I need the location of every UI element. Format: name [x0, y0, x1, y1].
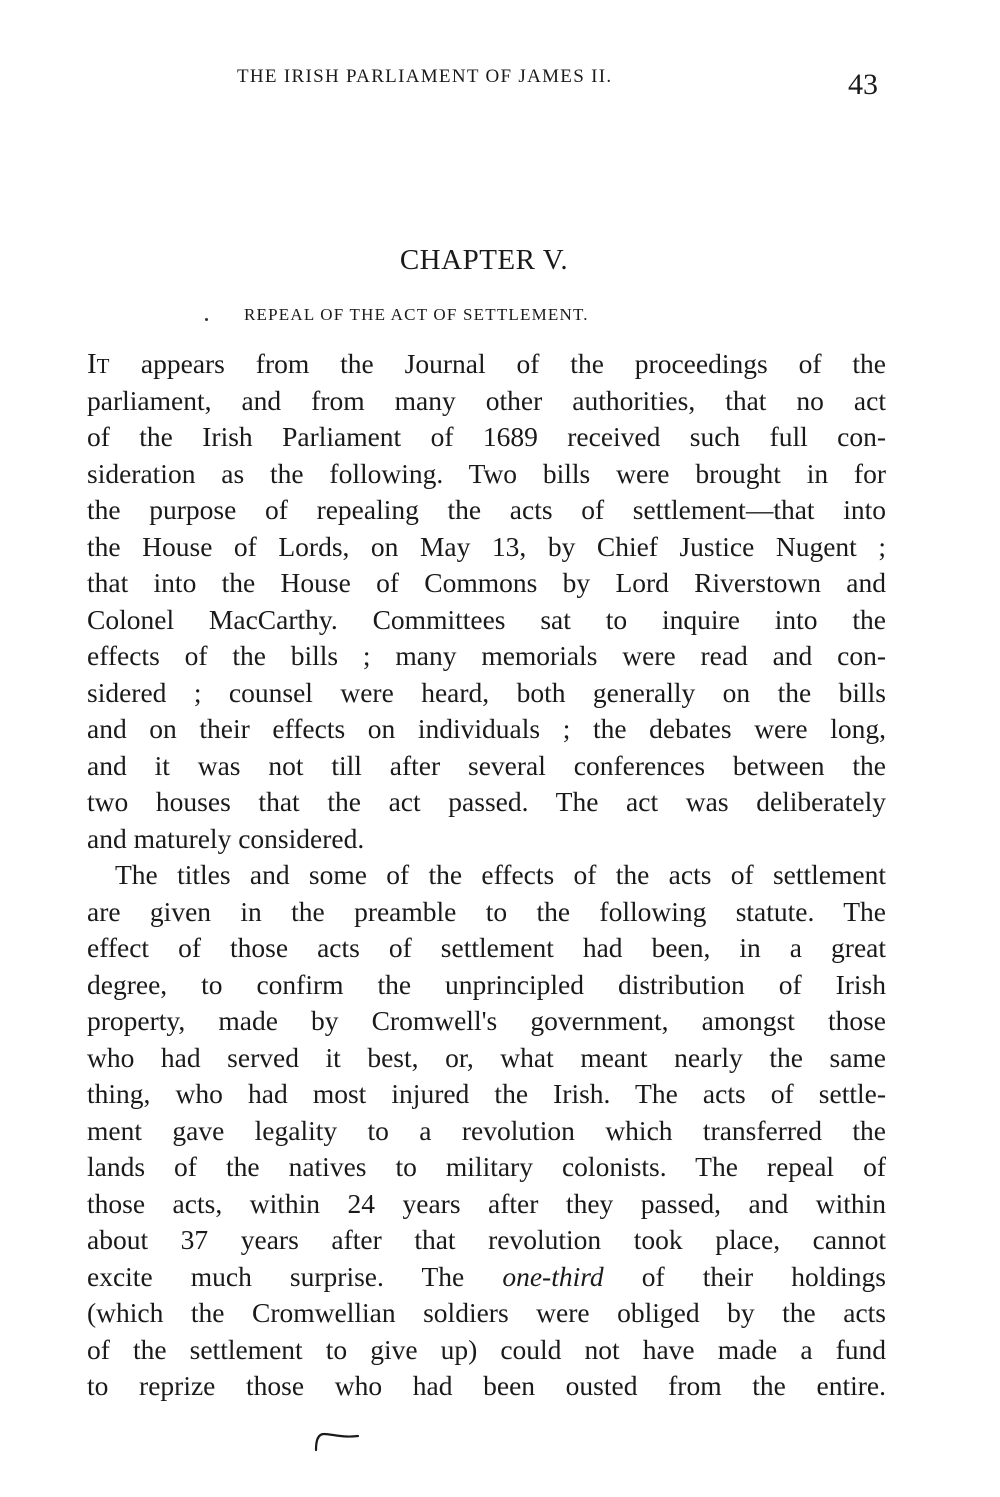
text-line: effects of the bills ; many memorials were read and con-: [87, 640, 886, 671]
text-line: sideration as the following. Two bills were brought in for: [87, 457, 886, 489]
text-line: about 37 years after that revolution took place, cannot: [87, 1224, 886, 1255]
text-line: and on their effects on individuals ; the debates were long,: [87, 713, 886, 744]
text-line: Colonel MacCarthy. Committees sat to inquire into the: [87, 603, 886, 635]
text-line: effect of those acts of settlement had been, in a great: [87, 932, 886, 963]
text-line: and it was not till after several conferences between the: [87, 749, 886, 781]
opening-smallcap: T: [96, 354, 110, 378]
text-line: The titles and some of the effects of the acts of settlement: [115, 859, 886, 890]
catchword-mark: [312, 1428, 362, 1452]
text-line: of the settlement to give up) could not have made a fund: [87, 1333, 886, 1365]
text-line: the House of Lords, on May 13, by Chief Justice Nugent ;: [87, 530, 886, 562]
text-line: sidered ; counsel were heard, both generally on the bills: [87, 676, 886, 708]
text-line: are given in the preamble to the following statute. The: [87, 895, 886, 927]
text-line: [87, 346, 886, 383]
text-line: the purpose of repealing the acts of settlement—that into: [87, 494, 886, 525]
paragraph-2: [87, 857, 886, 1405]
text-line: that into the House of Commons by Lord Riverstown and: [87, 567, 886, 598]
text-line: to reprize those who had been ousted from the entire.: [87, 1370, 886, 1401]
text-line: and maturely considered.: [87, 822, 365, 854]
page-number: 43: [848, 68, 878, 101]
text-line: ment gave legality to a revolution which transferred the: [87, 1114, 886, 1146]
text-line: (which the Cromwellian soldiers were obliged by the acts: [87, 1297, 886, 1328]
body-text: [87, 346, 886, 1405]
running-head: THE IRISH PARLIAMENT OF JAMES II.: [237, 66, 613, 87]
text-line: [87, 1259, 886, 1296]
text-span: appears from the Journal of the proceedings of the: [110, 348, 886, 379]
text-line: who had served it best, or, what meant nearly the same: [87, 1041, 886, 1073]
italic-emphasis: one-third: [502, 1260, 604, 1292]
text-line: lands of the natives to military colonists. The repeal of: [87, 1151, 886, 1182]
chapter-title: CHAPTER V.: [399, 244, 569, 276]
text-span: of their holdings: [603, 1260, 886, 1292]
text-line: parliament, and from many other authorities, that no act: [87, 384, 886, 416]
text-line: those acts, within 24 years after they passed, and within: [87, 1187, 886, 1219]
text-line: thing, who had most injured the Irish. The acts of settle-: [87, 1078, 886, 1109]
text-line: two houses that the act passed. The act was deliberately: [87, 786, 886, 817]
chapter-subtitle: REPEAL OF THE ACT OF SETTLEMENT.: [244, 305, 589, 324]
stray-dot: [205, 318, 208, 321]
text-line: degree, to confirm the unprincipled distribution of Irish: [87, 968, 886, 1000]
text-line: property, made by Cromwell's government, amongst those: [87, 1005, 886, 1036]
text-line: of the Irish Parliament of 1689 received such full con-: [87, 421, 886, 452]
text-span: excite much surprise. The: [87, 1260, 503, 1292]
paragraph-1: [87, 346, 886, 857]
opening-capital: I: [87, 348, 97, 380]
